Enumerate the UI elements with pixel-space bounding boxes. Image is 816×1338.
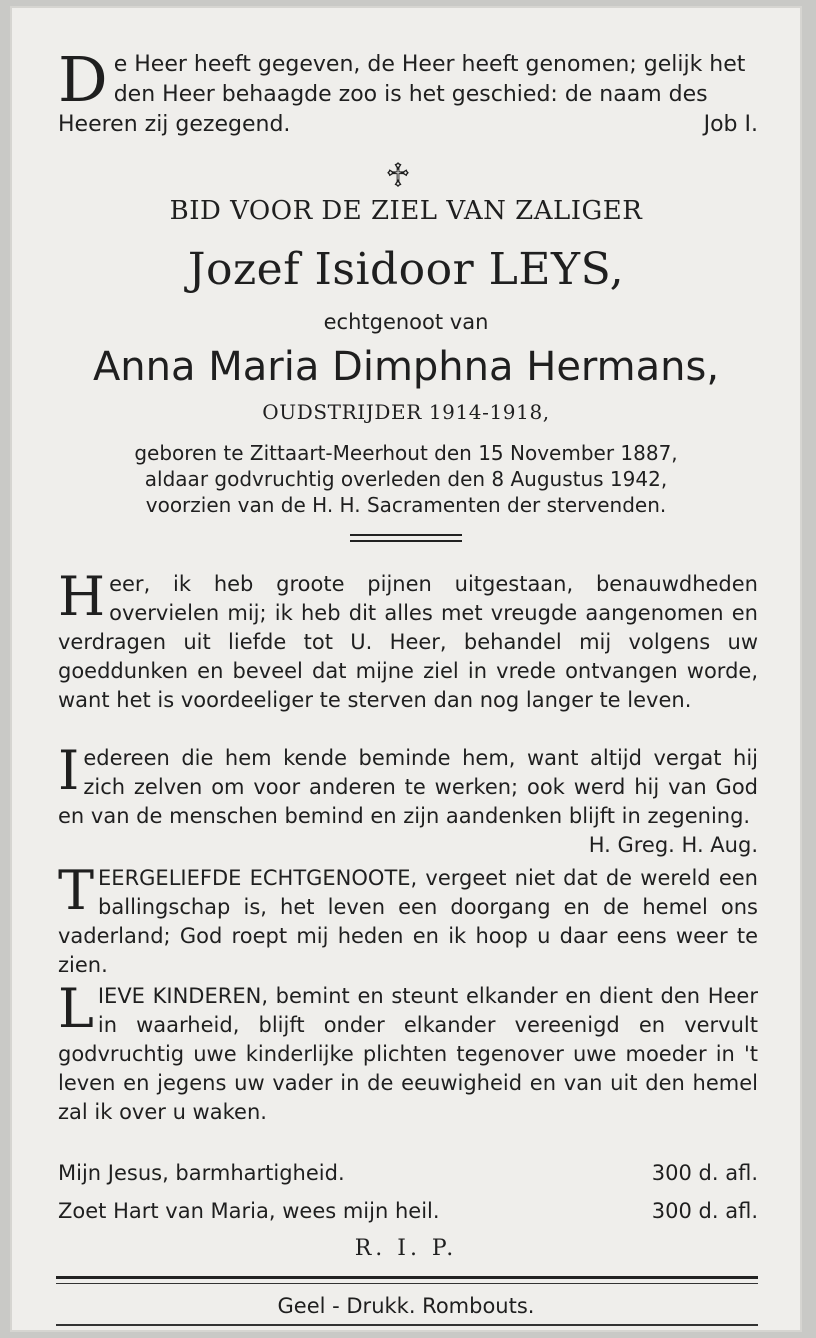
quote-initial: D [58, 43, 108, 116]
printer-credit: Geel - Drukk. Rombouts. [277, 1294, 535, 1318]
paragraph-children [58, 977, 758, 1127]
deceased-name: Jozef Isidoor LEYS, [187, 244, 625, 295]
life-dates [10, 440, 802, 518]
quote-text: e Heer heeft gegeven, de Heer heeft genomen; gelijk het den Heer behaagde zoo is het geschied: de naam des Heeren zij gezegend. [58, 52, 746, 137]
prayer-line [58, 1196, 758, 1226]
bottom-rule [56, 1324, 758, 1326]
prayer-indulgence: 300 d. afl. [651, 1161, 758, 1185]
paragraph-initial: I [58, 739, 80, 802]
paragraph-text: EERGELIEFDE ECHTGENOOTE, vergeet niet dat de wereld een ballingschap is, het leven een doorgang en de hemel ons vaderland; God roept mij heden en ik hoop u daar eens weer te zien. [58, 866, 758, 977]
memorial-card [10, 6, 802, 1332]
double-divider [350, 534, 462, 542]
paragraph-signature: H. Greg. H. Aug. [588, 833, 758, 857]
prayer-line [58, 1158, 758, 1188]
opening-quote [58, 43, 758, 140]
paragraph-remembrance [58, 739, 758, 860]
paragraph-initial: H [58, 565, 106, 628]
footer-rule [56, 1276, 758, 1279]
spouse-label: echtgenoot van [323, 310, 489, 334]
paragraph-text: IEVE KINDEREN, bemint en steunt elkander en dient den Heer in waarheid, blijft onder elkander vereenigd en vervult godvruchtig uwe kinderlijke plichten tegenover uwe moeder in 't leven en jegens uw vader in de eeuwigheid en van uit den hemel zal ik over u waken. [58, 984, 758, 1124]
footer-rule-thin [56, 1283, 758, 1284]
paragraph-initial: T [58, 859, 95, 922]
sacraments-line: voorzien van de H. H. Sacramenten der stervenden. [145, 493, 667, 517]
paragraph-initial: L [58, 977, 94, 1040]
paragraph-text: edereen die hem kende beminde hem, want altijd vergat hij zich zelven om voor anderen te werken; ook werd hij van God en van de menschen bemind en zijn aandenken blijft in zegening. [58, 746, 758, 828]
prayer-text: Zoet Hart van Maria, wees mijn heil. [58, 1199, 440, 1223]
quote-reference: Job I. [703, 112, 758, 137]
paragraph-spouse [58, 859, 758, 980]
paragraph-text: eer, ik heb groote pijnen uitgestaan, benauwdheden overvielen mij; ik heb dit alles met vreugde aangenomen en verdragen uit liefde tot U. Heer, behandel mij volgens uw goeddunken en beveel dat mijne ziel in vrede ontvangen worde, want het is voordeeliger te sterven dan nog langer te leven. [58, 572, 758, 712]
rip-closing: R. I. P. [354, 1236, 458, 1261]
spouse-name: Anna Maria Dimphna Hermans, [92, 344, 720, 390]
prayer-indulgence: 300 d. afl. [651, 1199, 758, 1223]
birth-line: geboren te Zittaart-Meerhout den 15 November 1887, [134, 441, 678, 465]
paragraph-suffering [58, 565, 758, 715]
prayer-text: Mijn Jesus, barmhartigheid. [58, 1161, 345, 1185]
veteran-line: OUDSTRIJDER 1914-1918, [262, 400, 550, 424]
cross-icon: ♱ [384, 156, 412, 196]
death-line: aldaar godvruchtig overleden den 8 Augustus 1942, [144, 467, 668, 491]
prayer-intro: BID VOOR DE ZIEL VAN ZALIGER [169, 196, 643, 226]
